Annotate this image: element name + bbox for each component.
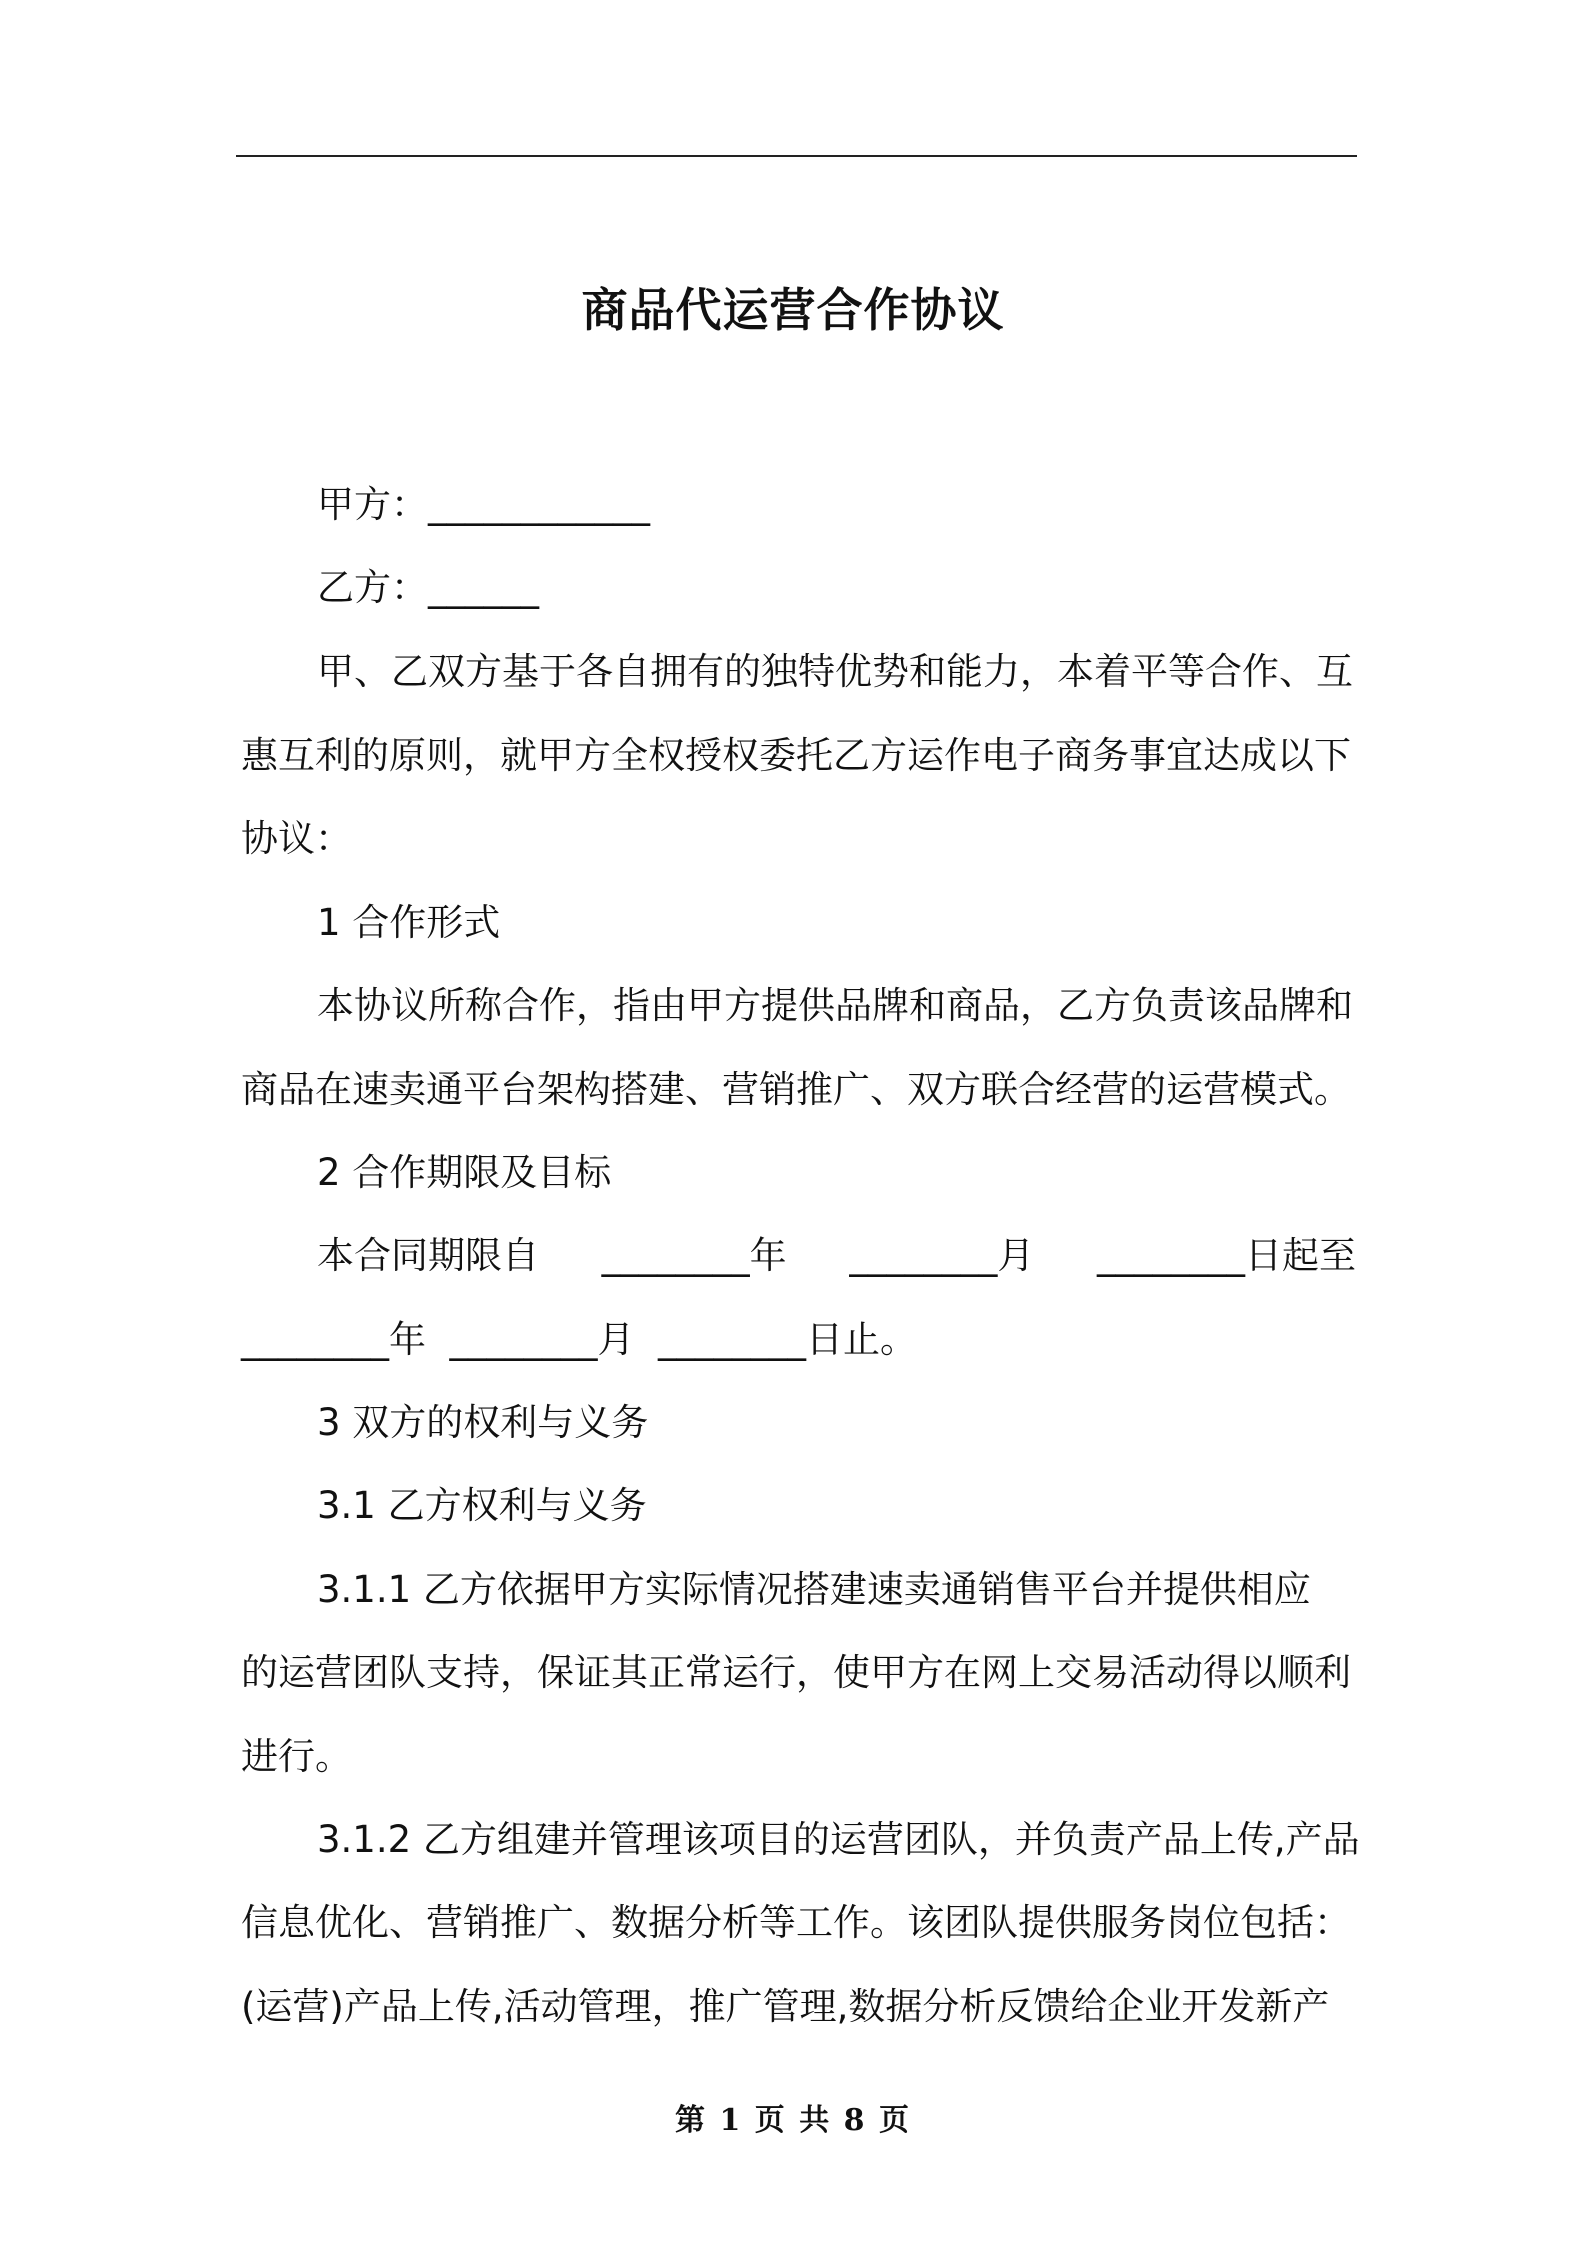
- paragraph-line: 本协议所称合作，指由甲方提供品牌和商品，乙方负责该品牌和: [317, 984, 1353, 1027]
- paragraph-line: 3.1.2 乙方组建并管理该项目的运营团队，并负责产品上传,产品: [317, 1818, 1360, 1861]
- paragraph-line: 进行。: [241, 1735, 352, 1778]
- section-heading: 2 合作期限及目标: [317, 1151, 612, 1194]
- paragraph-line: 商品在速卖通平台架构搭建、营销推广、双方联合经营的运营模式。: [241, 1068, 1351, 1111]
- paragraph-line: 的运营团队支持，保证其正常运行，使甲方在网上交易活动得以顺利: [241, 1651, 1351, 1694]
- subsection-heading: 3.1 乙方权利与义务: [317, 1484, 647, 1527]
- term-end-line: ________年 ________月 ________日止。: [241, 1318, 918, 1361]
- intro-line: 甲、乙双方基于各自拥有的独特优势和能力，本着平等合作、互: [317, 650, 1353, 693]
- section-heading: 1 合作形式: [317, 901, 501, 944]
- intro-line: 协议：: [241, 817, 352, 860]
- page-number-footer: 第 1 页 共 8 页: [675, 2103, 911, 2138]
- paragraph-line: 3.1.1 乙方依据甲方实际情况搭建速卖通销售平台并提供相应: [317, 1568, 1311, 1611]
- paragraph-line: (运营)产品上传,活动管理，推广管理,数据分析反馈给企业开发新产: [241, 1985, 1330, 2028]
- party-a-line: 甲方：____________: [317, 483, 650, 526]
- term-year-blank: ________年: [601, 1234, 787, 1277]
- intro-line: 惠互利的原则，就甲方全权授权委托乙方运作电子商务事宜达成以下: [241, 734, 1351, 777]
- term-day-blank: ________日起至: [1096, 1234, 1356, 1277]
- header-rule: [236, 155, 1357, 157]
- term-month-blank: ________月: [849, 1234, 1035, 1277]
- document-title: 商品代运营合作协议: [581, 283, 1005, 337]
- section-heading: 3 双方的权利与义务: [317, 1401, 649, 1444]
- paragraph-line: 信息优化、营销推广、数据分析等工作。该团队提供服务岗位包括：: [241, 1901, 1351, 1944]
- party-b-line: 乙方：______: [317, 566, 539, 609]
- term-line: [317, 1226, 1356, 1286]
- term-start-label: 本合同期限自: [317, 1234, 539, 1277]
